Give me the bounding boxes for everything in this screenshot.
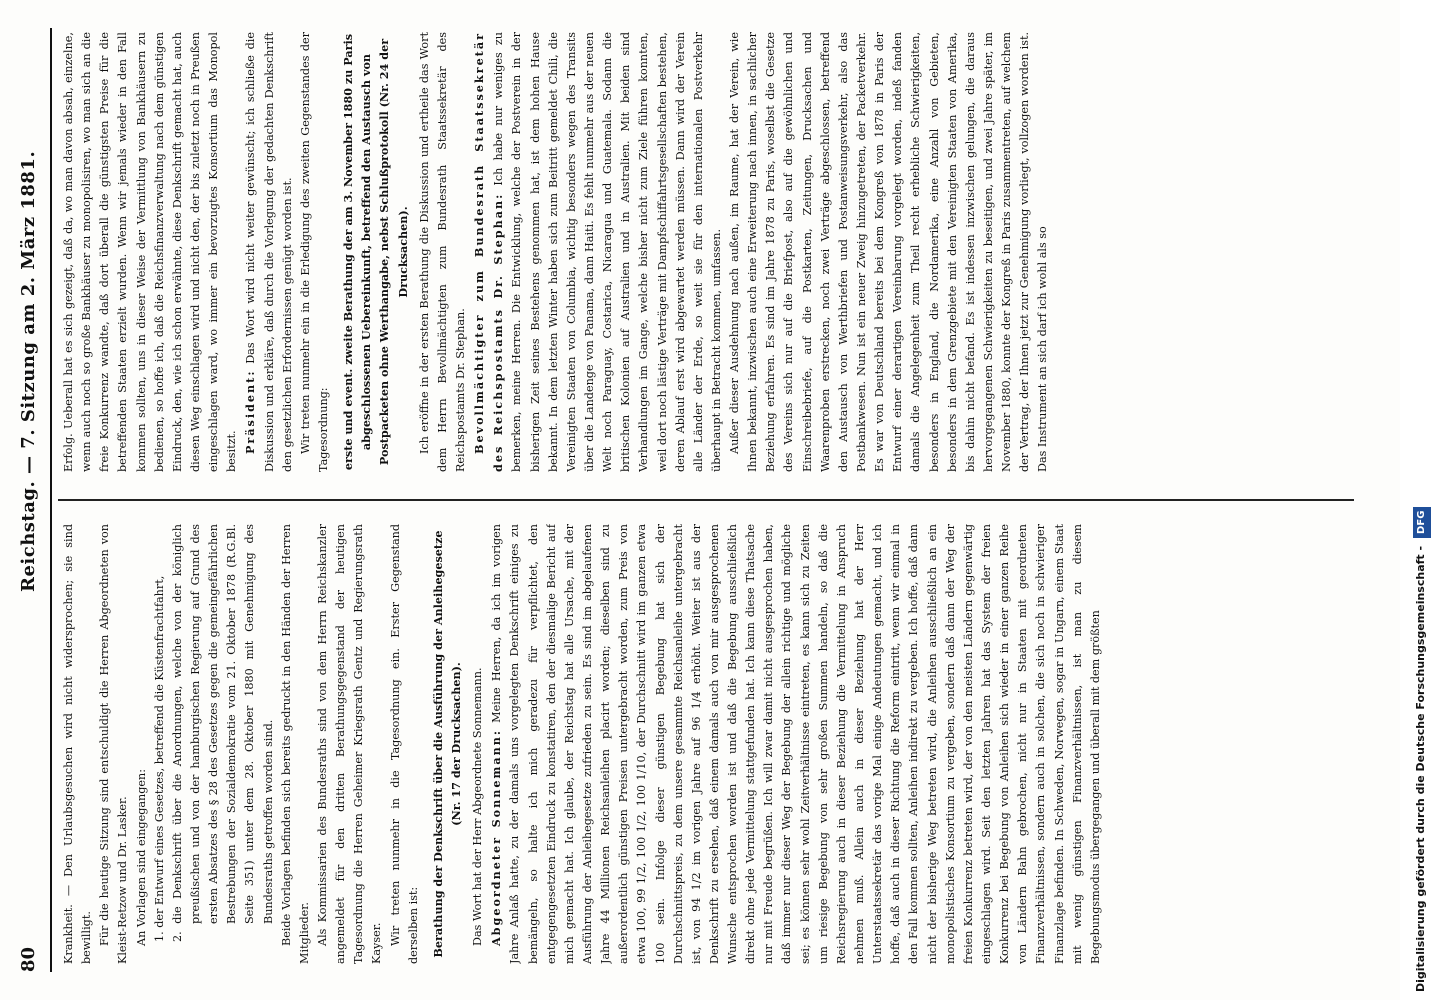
agenda-heading: erste und event. zweite Berathung der am 3. November 1880 zu Paris abgeschlossenen Uebereinkunft, betreffend den Austausch von Postpacketen ohne Werthangabe, nebst Schlußprotokoll (Nr. 24 der Drucksachen).: [341, 33, 410, 471]
speaker-name: Bevollmächtigter zum Bundesrath Staatssekretär des Reichspostamts Dr. Stephan:: [472, 32, 506, 472]
paragraph: Als Kommissarien des Bundesraths sind von dem Herrn Reichskanzler angemeldet für den dritten Berathungsgegenstand der heutigen Tagesordnung die Herren Geheimer Kriegsrath Gentz und Regierungsrath Kayser.: [315, 524, 384, 964]
speech-paragraph: [487, 524, 1105, 964]
page-header: [18, 28, 46, 972]
paragraph: Außer dieser Ausdehnung nach außen, im Raume, hat der Verein, wie Ihnen bekannt, inzwischen auch eine Erweiterung nach innen, in sachlicher Beziehung erfahren. Es sind im Jahre 1878 zu Paris, woselbst die Gesetze des Vereins sich nur auf die Briefpost, also auf die gewöhnlichen und Einschreibebriefe, auf die Postkarten, Zeitungen, Drucksachen und Waarenproben erstrecken, noch zwei Verträge abgeschlossen, betreffend den Austausch von Werthbriefen und Postanweisungsverkehr, also das Postbankwesen. Nun ist ein neuer Zweig hinzugetreten, der Packetverkehr. Es war von Deutschland bereits bei dem Kongreß von 1878 in Paris der Entwurf einer derartigen Vereinbarung vorgelegt worden, indeß fanden damals die Angelegenheit zum Theil recht erhebliche Schwierigkeiten, besonders in England, die Nordamerika, eine Anzahl von Gebieten, besonders in dem Grenzgebiete mit den Vereinigten Staaten von Amerika, bis dahin nicht befand. Es ist indessen inzwischen gelungen, die daraus hervorgegangenen Schwierigkeiten zu beseitigen, und zwei Jahre später, im November 1880, konnte der Kongreß in Paris zusammentreten, auf welchem der Vertrag, der Ihnen jetzt zur Genehmigung vorliegt, vollzogen worden ist. Das Instrument an sich darf ich wohl als so: [728, 32, 1050, 472]
paragraph: Ich eröffne in der ersten Berathung die Diskussion und ertheile das Wort dem Herrn Bevollmächtigten zum Bundesrath Staatssekretär des Reichspostamts Dr. Stephan.: [417, 32, 467, 472]
page-number: 80: [18, 946, 39, 972]
column-divider: [58, 499, 1354, 501]
paragraph: Das Wort hat der Herr Abgeordnete Sonnemann.: [471, 667, 485, 946]
speaker-name: Abgeordneter Sonnemann:: [489, 729, 504, 946]
speech-paragraph: [241, 32, 296, 472]
right-column: [60, 32, 1350, 472]
list-item: 1. der Entwurf eines Gesetzes, betreffend die Küstenfrachtfahrt,: [152, 575, 166, 942]
list-item: 2. die Denkschrift über die Anordnungen, welche von der königlich preußischen und von der hamburgischen Regierung auf Grund des ersten Absatzes des § 28 des Gesetzes gegen die gemeingefährlichen Bestrebungen der Sozialdemokratie vom 21. Oktober 1878 (R.G.Bl. Seite 351) unter dem 28. Oktober 1880 mit Genehmigung des Bundesraths getroffen worden sind.: [170, 524, 275, 942]
header-rule: [50, 28, 52, 972]
funding-text: Digitalisierung gefördert durch die Deutsche Forschungsgemeinschaft -: [1414, 545, 1427, 992]
agenda-heading: Berathung der Denkschrift über die Ausführung der Anleihegesetze (Nr. 17 der Drucksachen).: [430, 530, 463, 958]
left-column: [60, 524, 1350, 964]
paragraph: Für die heutige Sitzung sind entschuldigt die Herren Abgeordneten von Kleist-Retzow und Dr. Lasker.: [98, 524, 130, 964]
speech-text: Ich habe nur weniges zu bemerken, meine Herren. Die Entwicklung, welche der Postverein in der bisherigen Zeit seines Bestehens genommen hat, ist dem hohen Hause bekannt. In dem letzten Winter haben sich zum Beitritt gemeldet Chili, die Vereinigten Staaten von Columbia, wichtig besonders wegen des Transits über die Landenge von Panama, dann Haiti. Es fehlt nunmehr aus der neuen Welt noch Paraguay, Costarica, Nicaragua und Guatemala. Sodann die britischen Kolonien auf Australien und in Australien. Mit beiden sind Verhandlungen im Gange, welche bisher nicht zum Ziele führen konnten, weil dort noch lästige Verträge mit Dampfschiffahrtsgesellschaften bestehen, deren Ablauf erst wird abgewartet werden müssen. Dann wird der Verein alle Länder der Erde, so weit sie für den internationalen Postverkehr überhaupt in Betracht kommen, umfassen.: [492, 32, 723, 472]
paragraph: Beide Vorlagen befinden sich bereits gedruckt in den Händen der Herren Mitglieder.: [279, 524, 311, 964]
paragraph: Wir treten nunmehr ein in die Erledigung des zweiten Gegenstandes der Tagesordnung:: [298, 32, 330, 472]
speech-text: Meine Herren, da ich im vorigen Jahre Anlaß hatte, zu der damals uns vorgelegten Denkschrift einiges zu bemängeln, so halte ich mich geradezu für verpflichtet, den entgegengesetzten Eindruck zu konstatiren, den der diesmalige Bericht auf mich gemacht hat. Ich glaube, der Reichstag hat alle Ursache, mit der Ausführung der Anleihegesetze zufrieden zu sein. Es sind im abgelaufenen Jahre 44 Millionen Reichsanleihen placirt worden; dieselben sind zu außerordentlich günstigen Preisen untergebracht worden, zum Preis von etwa 100, 99 1/2, 100 1/2, 100 1/10, der Durchschnitt wird im ganzen etwa 100 sein. Infolge dieser günstigen Begebung hat sich der Durchschnittspreis, zu dem unsere gesammte Reichsanleihe untergebracht ist, von 94 1/2 im vorigen Jahre auf 96 1/4 erhöht. Weiter ist aus der Denkschrift zu ersehen, daß einem damals auch von mir ausgesprochenen Wunsche entsprochen worden ist und daß die Begebung ausschließlich direkt ohne jede Vermittelung stattgefunden hat. Ich kann diese Thatsache nur mit Freude begrüßen. Ich will zwar damit nicht ausgesprochen haben, daß immer nur dieser Weg der Begebung der allein richtige und mögliche sei; es können sehr wohl Zeitverhältnisse eintreten, es kann sich zu Zeiten um riesige Begebung von sehr großen Summen handeln, so daß die Reichsregierung auch in dieser Beziehung die Vermittelung in Anspruch nehmen muß. Allein auch in dieser Beziehung hat der Herr Unterstaatssekretär das vorige Mal einige Andeutungen gemacht, und ich hoffe, daß auch in dieser Richtung die Reform eintritt, wenn wir einmal in den Fall kommen sollten, Anleihen indirekt zu vergeben. Ich hoffe, daß dann nicht der bisherige Weg betreten wird, die Anleihen ausschließlich an ein monopolistisches Konsortium zu vergeben, sondern daß dann der Weg der freien Konkurrenz betreten wird, der von den meisten Ländern gegenwärtig eingeschlagen wird. Seit den letzten Jahren hat das System der freien Konkurrenz bei Begebung von Anleihen sich wieder in einer ganzen Reihe von Ländern Bahn gebrochen, nicht nur in Staaten mit geordneten Finanzverhältnissen, sondern auch in solchen, die sich noch in schwieriger Finanzlage befinden. In Schweden, Norwegen, sogar in Ungarn, einem Staat mit wenig günstigen Finanzverhältnissen, ist man zu diesem Begebungsmodus übergegangen und überall mit dem größten: [490, 524, 1102, 964]
speech-text: Das Wort wird nicht weiter gewünscht; ich schließe die Diskussion und erkläre, daß durch die Vorlegung der gedachten Denkschrift den gesetzlichen Erfordernissen genügt worden ist.: [244, 32, 294, 472]
dfg-logo: DFG: [1413, 507, 1431, 538]
paragraph: Wir treten nunmehr in die Tagesordnung ein. Erster Gegenstand derselben ist:: [388, 524, 420, 964]
paragraph: An Vorlagen sind eingegangen:: [134, 769, 148, 946]
speech-paragraph: [470, 32, 726, 472]
paragraph: Erfolg. Ueberall hat es sich gezeigt, daß da, wo man davon absah, einzelne, wenn auch noch so große Bankhäuser zu monopolisiren, wo man sich an die freie Konkurrenz wandte, daß dort überall die günstigsten Preise für die betreffenden Staaten erzielt wurden. Wenn wir jemals wieder in den Fall kommen sollten, uns in dieser Weise der Vermittlung von Bankhäusern zu bedienen, so hoffe ich, daß die Reichsfinanzverwaltung nach dem günstigen Eindruck, den, wie ich schon erwähnte, diese Denkschrift gemacht hat, auch diesen Weg einschlagen wird und nicht den, der bis zuletzt noch in Preußen eingeschlagen ward, wo immer ein bevorzugtes Konsortium das Monopol besitzt.: [62, 32, 239, 472]
funding-note: [1412, 8, 1430, 992]
paragraph: Krankheit. — Den Urlaubsgesuchen wird nicht widersprochen; sie sind bewilligt.: [62, 524, 94, 964]
running-title: Reichstag. — 7. Sitzung am 2. März 1881.: [18, 150, 39, 592]
speaker-name: Präsident:: [243, 369, 258, 454]
